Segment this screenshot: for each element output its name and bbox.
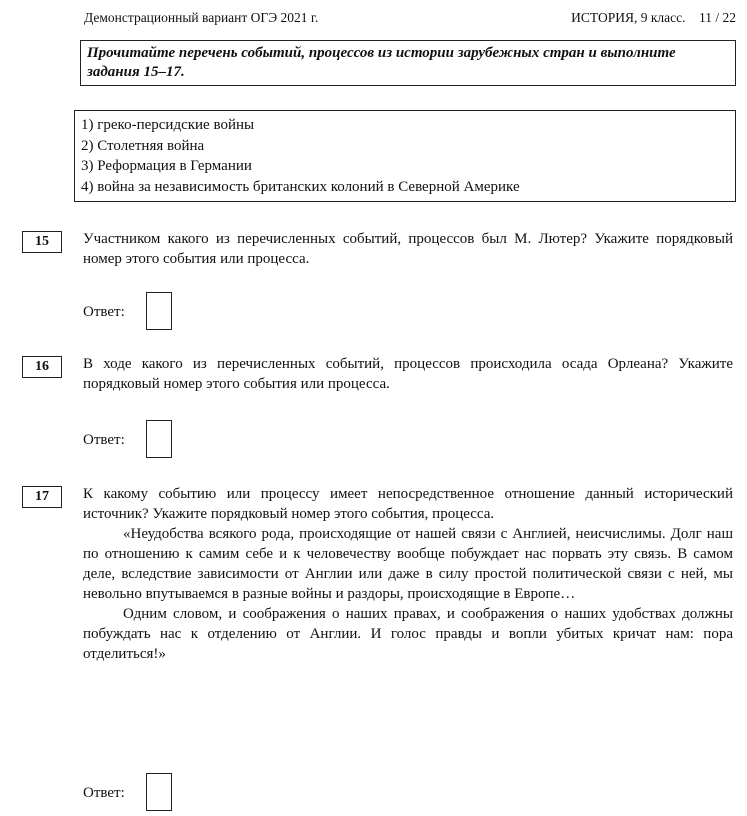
answer-box-17[interactable] xyxy=(146,773,172,811)
question-16-text: В ходе какого из перечисленных событий, процессов происходила осада Орлеана? Укажите порядковый номер этого события или процесса. xyxy=(83,356,733,392)
page-header xyxy=(84,6,736,28)
question-15-text: Участником какого из перечисленных событий, процессов был М. Лютер? Укажите порядковый номер этого события или процесса. xyxy=(83,231,733,267)
answer-label: Ответ: xyxy=(83,304,125,320)
instruction-box: Прочитайте перечень событий, процессов из истории зарубежных стран и выполните задания 15–17. xyxy=(80,40,736,86)
answer-box-16[interactable] xyxy=(146,420,172,458)
question-number-15: 15 xyxy=(22,231,62,253)
event-item: 3) Реформация в Германии xyxy=(81,158,252,174)
answer-label: Ответ: xyxy=(83,432,125,448)
events-list xyxy=(74,110,736,202)
event-item: 1) греко-персидские войны xyxy=(81,117,255,133)
source-quote-paragraph: Одним словом, и соображения о наших правах, и соображения о наших удобствах должны побуждать нас к отделению от Англии. И голос правды и вопли убитых кричат нам: пора отделиться!» xyxy=(83,606,733,662)
source-quote-paragraph: «Неудобства всякого рода, происходящие от нашей связи с Англией, неисчислимы. Долг наш по отношению к самим себе и к человечеству вообще побуждает нас порвать эту связь. В самом деле, вследствие зависимости от Англии или даже в силу простой политической связи с ней, мы невольно впутываемся в разные войны и раздоры, происходящие в Европе… xyxy=(83,526,733,602)
question-17-text: К какому событию или процессу имеет непосредственное отношение данный исторический источник? Укажите порядковый номер этого события, процесса. xyxy=(83,486,733,522)
answer-label: Ответ: xyxy=(83,785,125,801)
question-17-block xyxy=(83,484,733,664)
event-item: 4) война за независимость британских колоний в Северной Америке xyxy=(81,178,520,195)
question-number-16: 16 xyxy=(22,356,62,378)
question-number-17: 17 xyxy=(22,486,62,508)
header-exam-title: Демонстрационный вариант ОГЭ 2021 г. xyxy=(84,10,319,25)
header-subject-page: ИСТОРИЯ, 9 класс. 11 / 22 xyxy=(571,10,736,25)
event-item: 2) Столетняя война xyxy=(81,137,205,154)
answer-box-15[interactable] xyxy=(146,292,172,330)
